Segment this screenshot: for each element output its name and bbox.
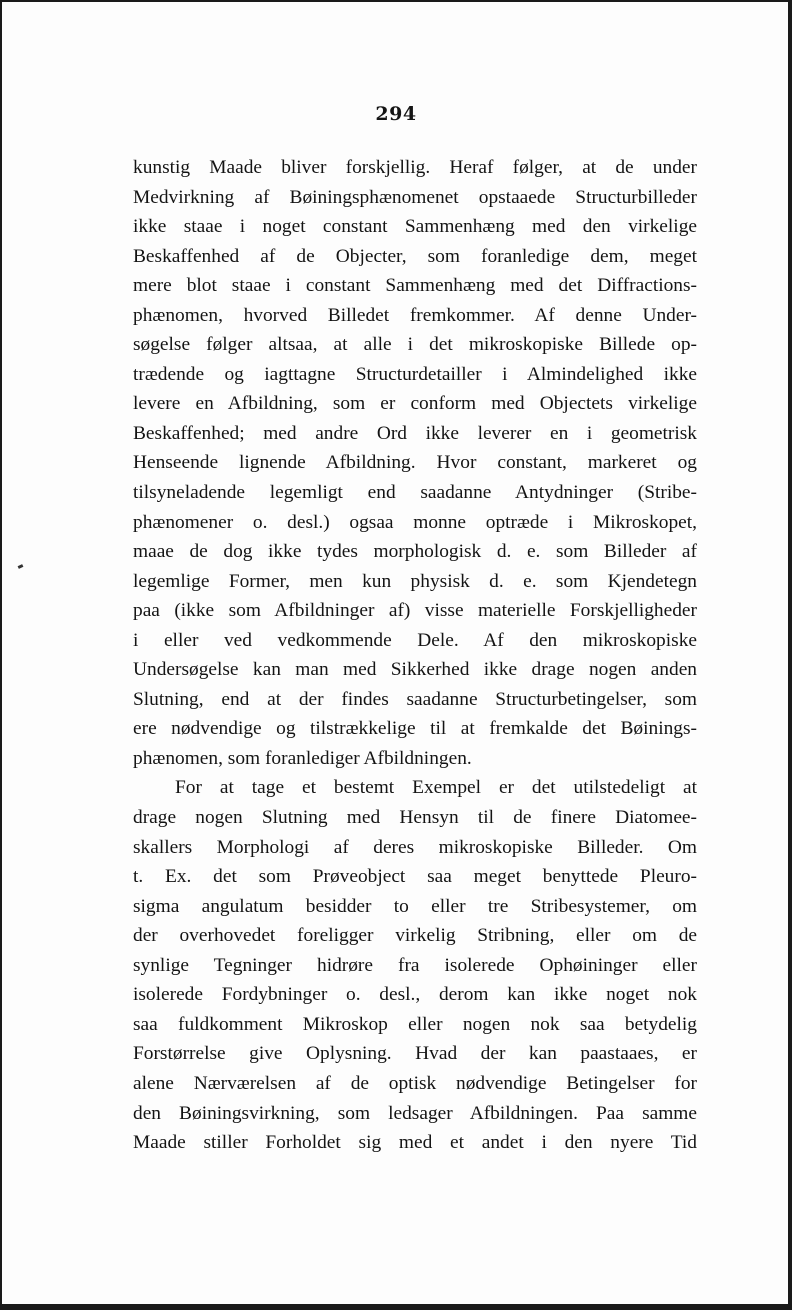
text-line: maae de dog ikke tydes morphologisk d. e. som Billeder af [133, 541, 697, 563]
text-line: trædende og iagttagne Structurdetailler i Almindelighed ikke [133, 363, 697, 385]
text-line: den Bøiningsvirkning, som ledsager Afbildningen. Paa samme [133, 1102, 697, 1124]
text-line: ere nødvendige og tilstrækkelige til at fremkalde det Bøinings- [133, 718, 697, 740]
text-line: t. Ex. det som Prøveobject saa meget benyttede Pleuro- [133, 866, 697, 888]
text-line: Medvirkning af Bøiningsphænomenet opstaaede Structurbilleder [133, 186, 697, 208]
text-line: phænomen, som foranlediger Afbildningen. [133, 747, 472, 769]
paragraph-1 [133, 153, 697, 773]
text-line: phænomener o. desl.) ogsaa monne optræde i Mikroskopet, [133, 511, 697, 533]
text-line: legemlige Former, men kun physisk d. e. som Kjendetegn [133, 570, 697, 592]
text-line: mere blot staae i constant Sammenhæng med det Diffractions- [133, 275, 697, 297]
text-line: skallers Morphologi af deres mikroskopiske Billeder. Om [133, 836, 697, 858]
text-line: levere en Afbildning, som er conform med Objectets virkelige [133, 393, 697, 415]
text-line: Slutning, end at der findes saadanne Structurbetingelser, som [133, 688, 697, 710]
text-line: sigma angulatum besidder to eller tre Stribesystemer, om [133, 895, 697, 917]
text-line: Beskaffenhed; med andre Ord ikke leverer en i geometrisk [133, 422, 697, 444]
text-line: Undersøgelse kan man med Sikkerhed ikke drage nogen anden [133, 659, 697, 681]
text-line: synlige Tegninger hidrøre fra isolerede Ophøininger eller [133, 954, 697, 976]
text-line: tilsyneladende legemligt end saadanne Antydninger (Stribe- [133, 482, 697, 504]
text-line: drage nogen Slutning med Hensyn til de finere Diatomee- [133, 807, 697, 829]
body-text [133, 153, 697, 1158]
paragraph-2 [133, 773, 697, 1157]
text-line: For at tage et bestemt Exempel er det utilstedeligt at [175, 777, 697, 799]
text-line: der overhovedet foreligger virkelig Stribning, eller om de [133, 925, 697, 947]
text-line: søgelse følger altsaa, at alle i det mikroskopiske Billede op- [133, 334, 697, 356]
text-line: alene Nærværelsen af de optisk nødvendige Betingelser for [133, 1072, 697, 1094]
text-line: i eller ved vedkommende Dele. Af den mikroskopiske [133, 629, 697, 651]
text-line: saa fuldkomment Mikroskop eller nogen nok saa betydelig [133, 1013, 697, 1035]
text-line: phænomen, hvorved Billedet fremkommer. Af denne Under- [133, 304, 697, 326]
text-line: Henseende lignende Afbildning. Hvor constant, markeret og [133, 452, 697, 474]
text-line: kunstig Maade bliver forskjellig. Heraf følger, at de under [133, 157, 697, 178]
text-line: ikke staae i noget constant Sammenhæng med den virkelige [133, 216, 697, 238]
text-line: Maade stiller Forholdet sig med et andet i den nyere Tid [133, 1132, 697, 1154]
text-line: paa (ikke som Afbildninger af) visse materielle Forskjelligheder [133, 600, 697, 622]
page-number: 294 [375, 103, 417, 125]
text-line: Beskaffenhed af de Objecter, som foranledige dem, meget [133, 245, 697, 267]
text-line: isolerede Fordybninger o. desl., derom kan ikke noget nok [133, 984, 697, 1006]
text-line: Forstørrelse give Oplysning. Hvad der kan paastaaes, er [133, 1043, 697, 1065]
